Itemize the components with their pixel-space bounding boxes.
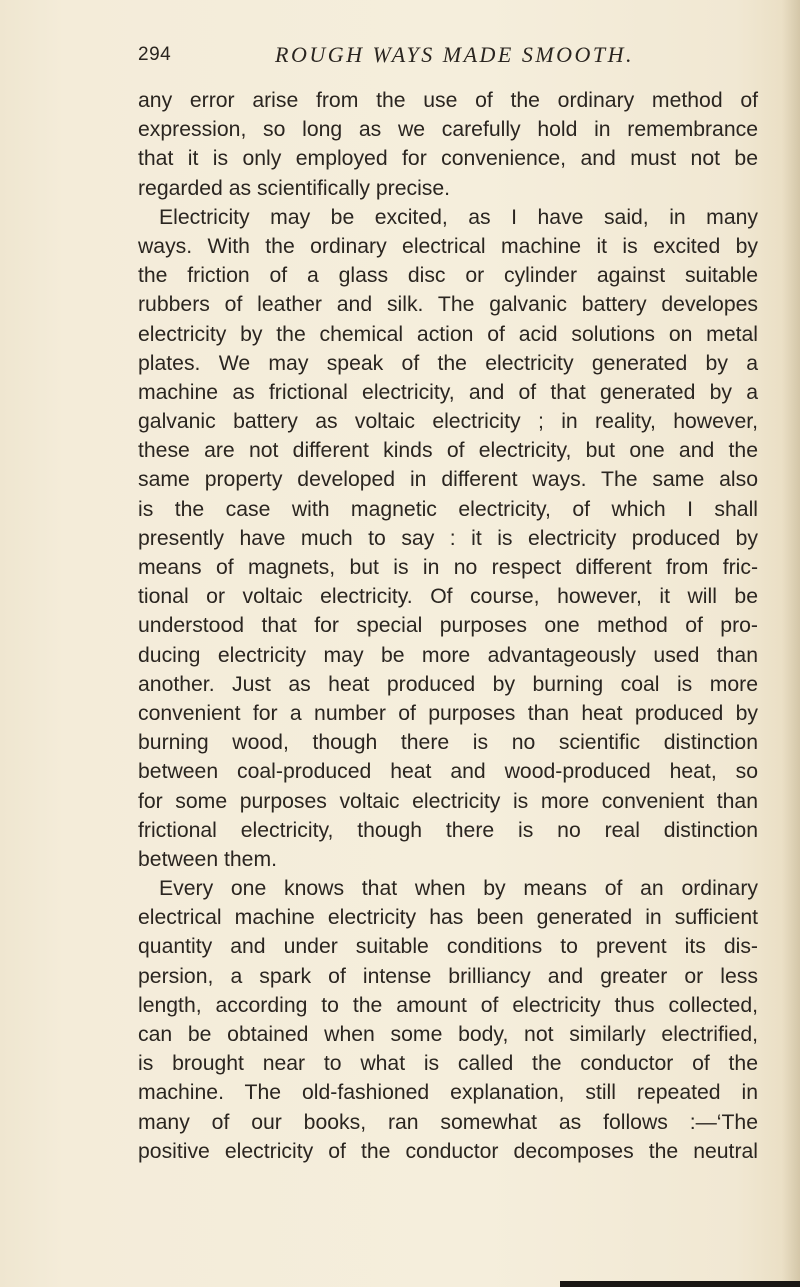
text-line: convenient for a number of purposes than heat produced by <box>138 701 758 725</box>
text-line: Every one knows that when by means of an ordinary <box>159 877 758 901</box>
text-line: is brought near to what is called the conductor of the <box>138 1052 758 1076</box>
text-line: ways. With the ordinary electrical machine it is excited by <box>138 234 758 258</box>
page-number: 294 <box>138 44 172 65</box>
text-line: between them. <box>138 847 277 871</box>
text-line: electricity by the chemical action of acid solutions on metal <box>138 322 758 346</box>
text-line: plates. We may speak of the electricity generated by a <box>138 351 758 375</box>
text-line: positive electricity of the conductor decomposes the neutral <box>138 1139 758 1163</box>
text-line: can be obtained when some body, not similarly electrified, <box>138 1023 758 1046</box>
text-line: burning wood, though there is no scientific distinction <box>138 731 758 755</box>
text-line: many of our books, ran somewhat as follows :—‘The <box>138 1110 758 1134</box>
running-head: ROUGH WAYS MADE SMOOTH. <box>275 42 635 67</box>
text-line: frictional electricity, though there is no real distinction <box>138 818 758 842</box>
text-line: persion, a spark of intense brilliancy and greater or less <box>138 964 758 988</box>
text-line: the friction of a glass disc or cylinder against suitable <box>138 264 758 288</box>
text-line: ducing electricity may be more advantageously used than <box>138 643 758 667</box>
text-line: machine as frictional electricity, and of that generated by a <box>138 380 758 404</box>
text-line: for some purposes voltaic electricity is more convenient than <box>138 789 758 813</box>
text-line: rubbers of leather and silk. The galvanic battery developes <box>138 293 758 317</box>
text-line: between coal-produced heat and wood-produced heat, so <box>138 760 758 784</box>
text-line: is the case with magnetic electricity, of which I shall <box>138 497 758 521</box>
text-line: electrical machine electricity has been generated in sufficient <box>138 906 758 930</box>
text-line: length, according to the amount of electricity thus collected, <box>138 993 758 1017</box>
text-line: regarded as scientifically precise. <box>138 176 451 200</box>
text-line: expression, so long as we carefully hold in remembrance <box>138 118 758 142</box>
text-line: galvanic battery as voltaic electricity ; in reality, however, <box>138 410 758 434</box>
page-header <box>138 44 758 72</box>
text-line: that it is only employed for convenience, and must not be <box>138 147 758 171</box>
text-line: presently have much to say : it is electricity produced by <box>138 526 758 550</box>
text-line: understood that for special purposes one method of pro- <box>138 614 758 638</box>
text-line: tional or voltaic electricity. Of course, however, it will be <box>138 585 758 609</box>
text-line: another. Just as heat produced by burning coal is more <box>138 672 758 696</box>
text-line: quantity and under suitable conditions to prevent its dis- <box>138 935 758 959</box>
text-line: these are not different kinds of electricity, but one and the <box>138 439 758 463</box>
text-line: Electricity may be excited, as I have said, in many <box>159 205 758 229</box>
text-line: any error arise from the use of the ordinary method of <box>138 89 758 112</box>
body-text <box>138 86 758 1166</box>
text-line: same property developed in different ways. The same also <box>138 468 758 492</box>
text-line: means of magnets, but is in no respect different from fric- <box>138 556 758 579</box>
page-edge-shadow <box>782 0 800 1287</box>
text-line: machine. The old-fashioned explanation, still repeated in <box>138 1081 758 1105</box>
page-bottom-edge <box>560 1281 800 1287</box>
